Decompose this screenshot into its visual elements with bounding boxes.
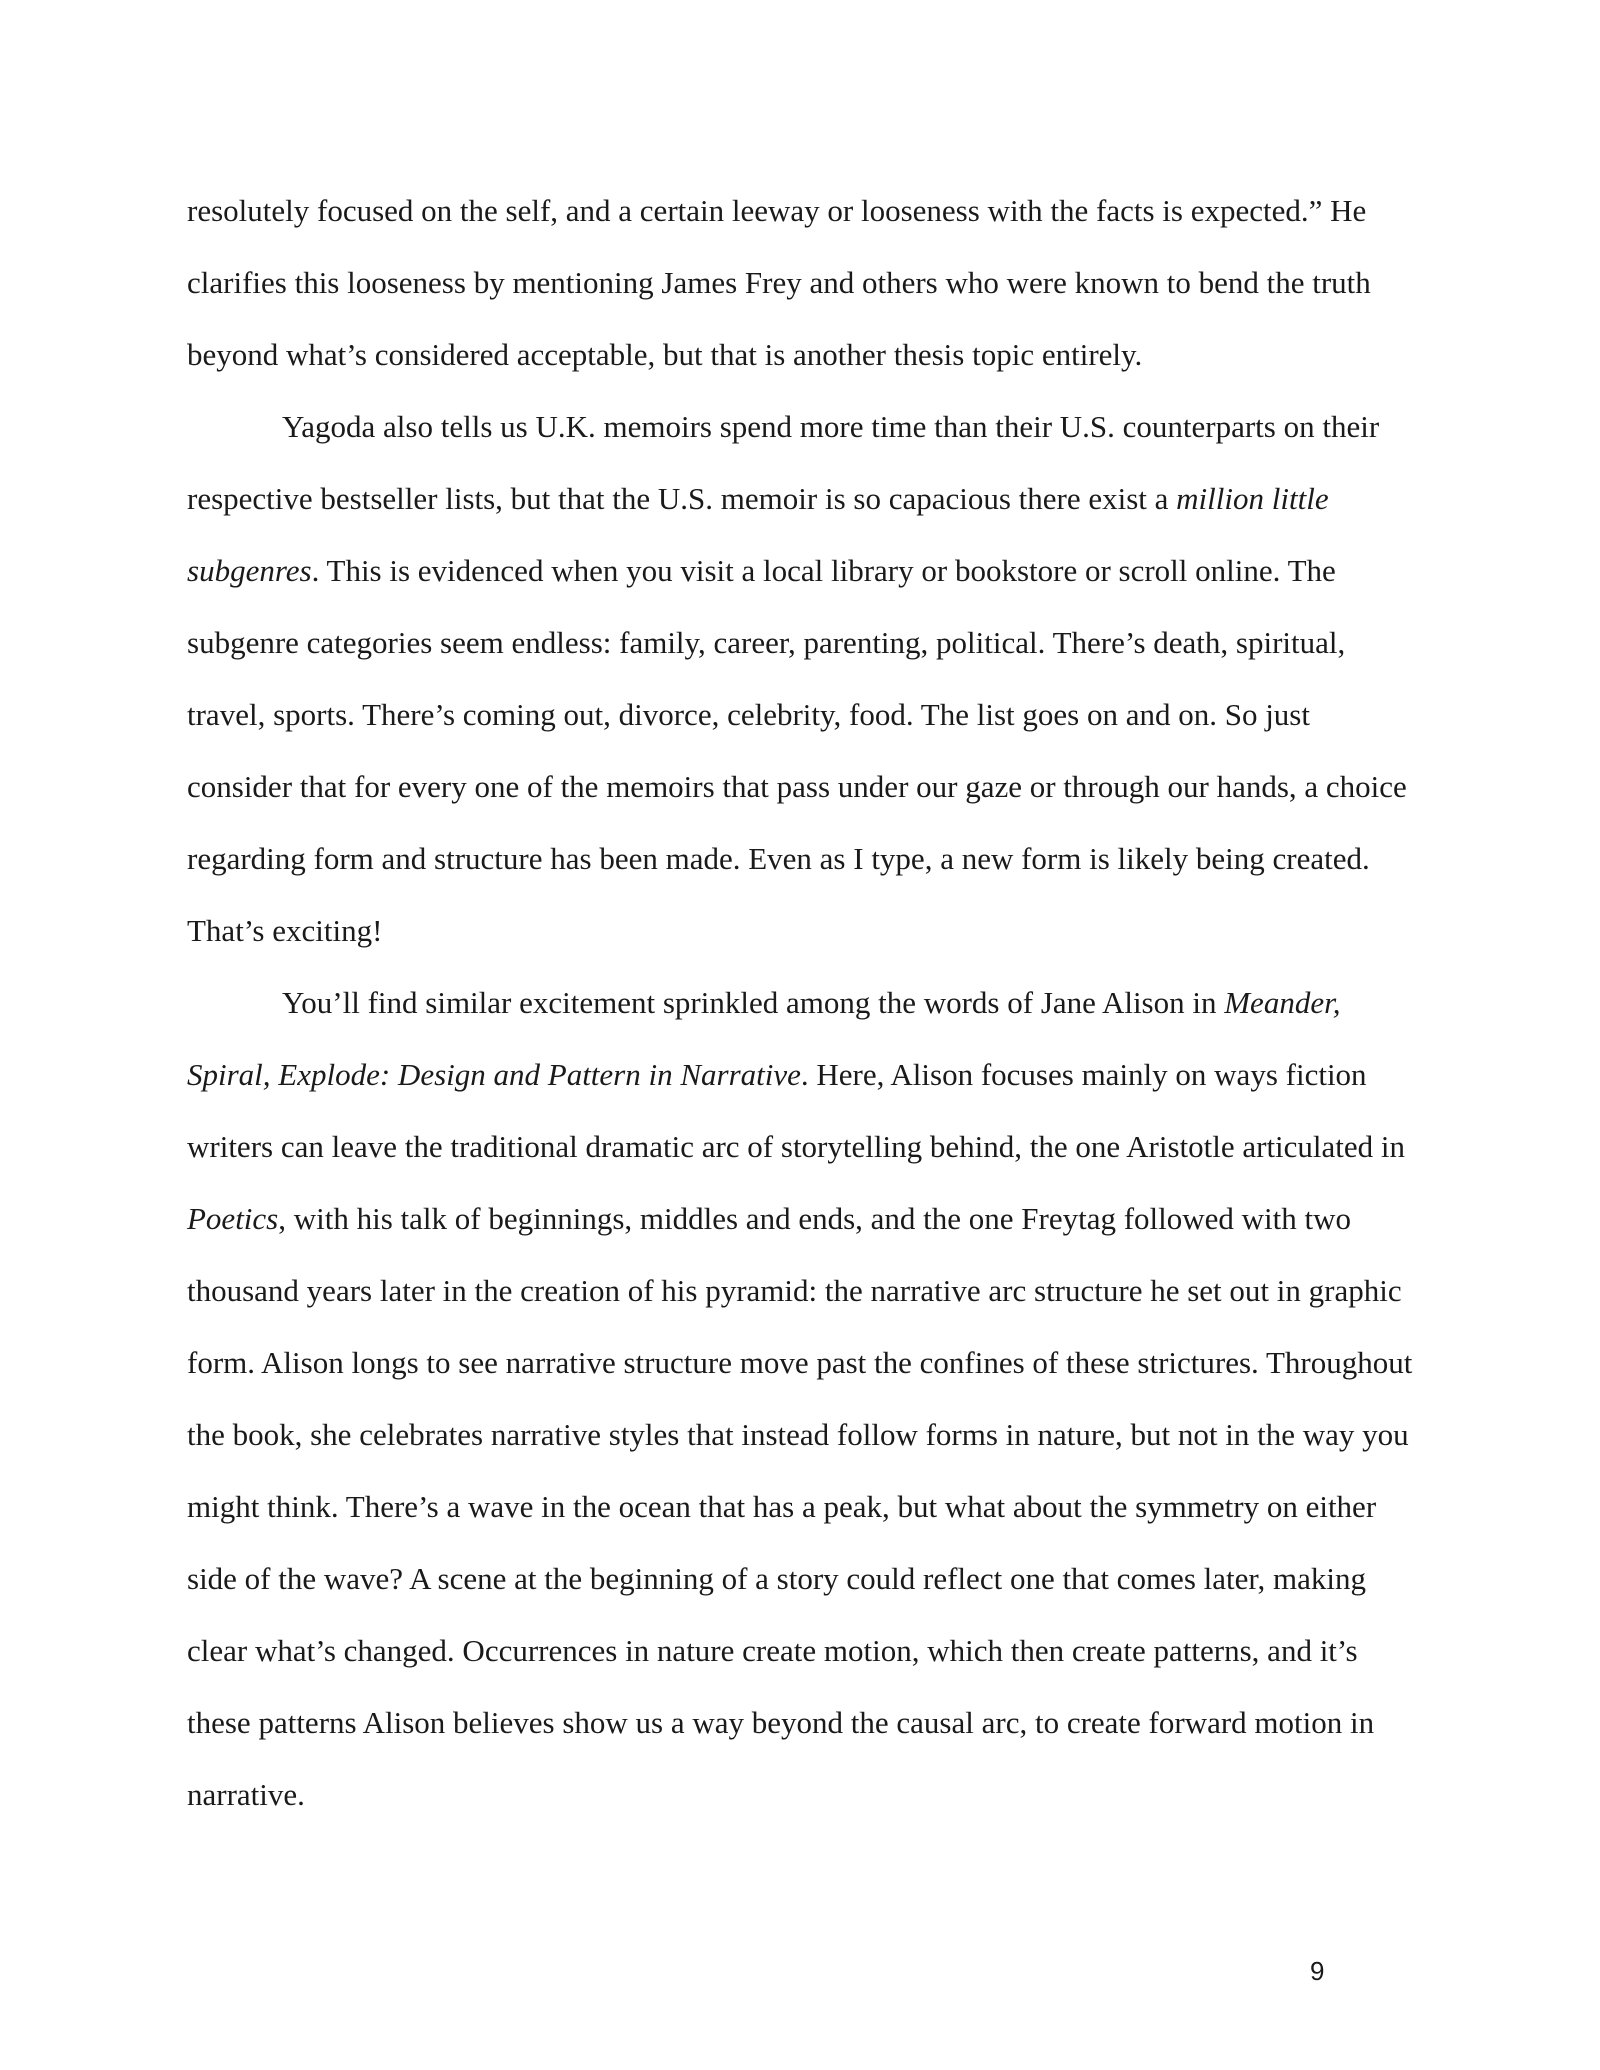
paragraph-3-poetics-title: Poetics [187, 1201, 279, 1236]
paragraph-1-run-1: resolutely focused on the self, and a certain leeway or looseness with the facts is expected.” He clarifies this looseness by mentioning James Frey and others who were known to bend the truth beyond what’s considered acceptable, but that is another thesis topic entirely. [187, 193, 1371, 372]
paragraph-3-run-5: , with his talk of beginnings, middles and ends, and the one Freytag followed with two thousand years later in the creation of his pyramid: the narrative arc structure he set out in graphic form. Alison longs to see narrative structure move past the confines of these strictures. Throughout the book, she celebrates narrative styles that instead follow forms in nature, but not in the way you might think. There’s a wave in the ocean that has a peak, but what about the symmetry on either side of the wave? A scene at the beginning of a story could reflect one that comes later, making clear what’s changed. Occurrences in nature create motion, which then create patterns, and it’s these patterns Alison believes show us a way beyond the causal arc, to create forward motion in narrative. [187, 1201, 1413, 1812]
paragraph-2-italic-phrase: million little subgenres [187, 481, 1329, 588]
page-number: 9 [1310, 1956, 1325, 1986]
paragraph-1 [187, 175, 1413, 391]
paragraph-2-run-3: . This is evidenced when you visit a local library or bookstore or scroll online. The subgenre categories seem endless: family, career, parenting, political. There’s death, spiritual, travel, sports. There’s coming out, divorce, celebrity, food. The list goes on and on. So just consider that for every one of the memoirs that pass under our gaze or through our hands, a choice regarding form and structure has been made. Even as I type, a new form is likely being created. That’s exciting! [187, 553, 1407, 948]
paragraph-3 [187, 967, 1413, 1831]
paragraph-3-run-1: You’ll find similar excitement sprinkled among the words of Jane Alison in [282, 985, 1225, 1020]
paragraph-3-run-3: . Here, Alison focuses mainly on ways fiction writers can leave the traditional dramatic arc of storytelling behind, the one Aristotle articulated in [187, 1057, 1406, 1164]
paragraph-2-run-1: Yagoda also tells us U.K. memoirs spend more time than their U.S. counterparts on their respective bestseller lists, but that the U.S. memoir is so capacious there exist a [187, 409, 1380, 516]
paragraph-3-book-title: Meander, Spiral, Explode: Design and Pattern in Narrative [187, 985, 1341, 1092]
paragraph-2 [187, 391, 1413, 967]
body-text [187, 175, 1413, 1831]
